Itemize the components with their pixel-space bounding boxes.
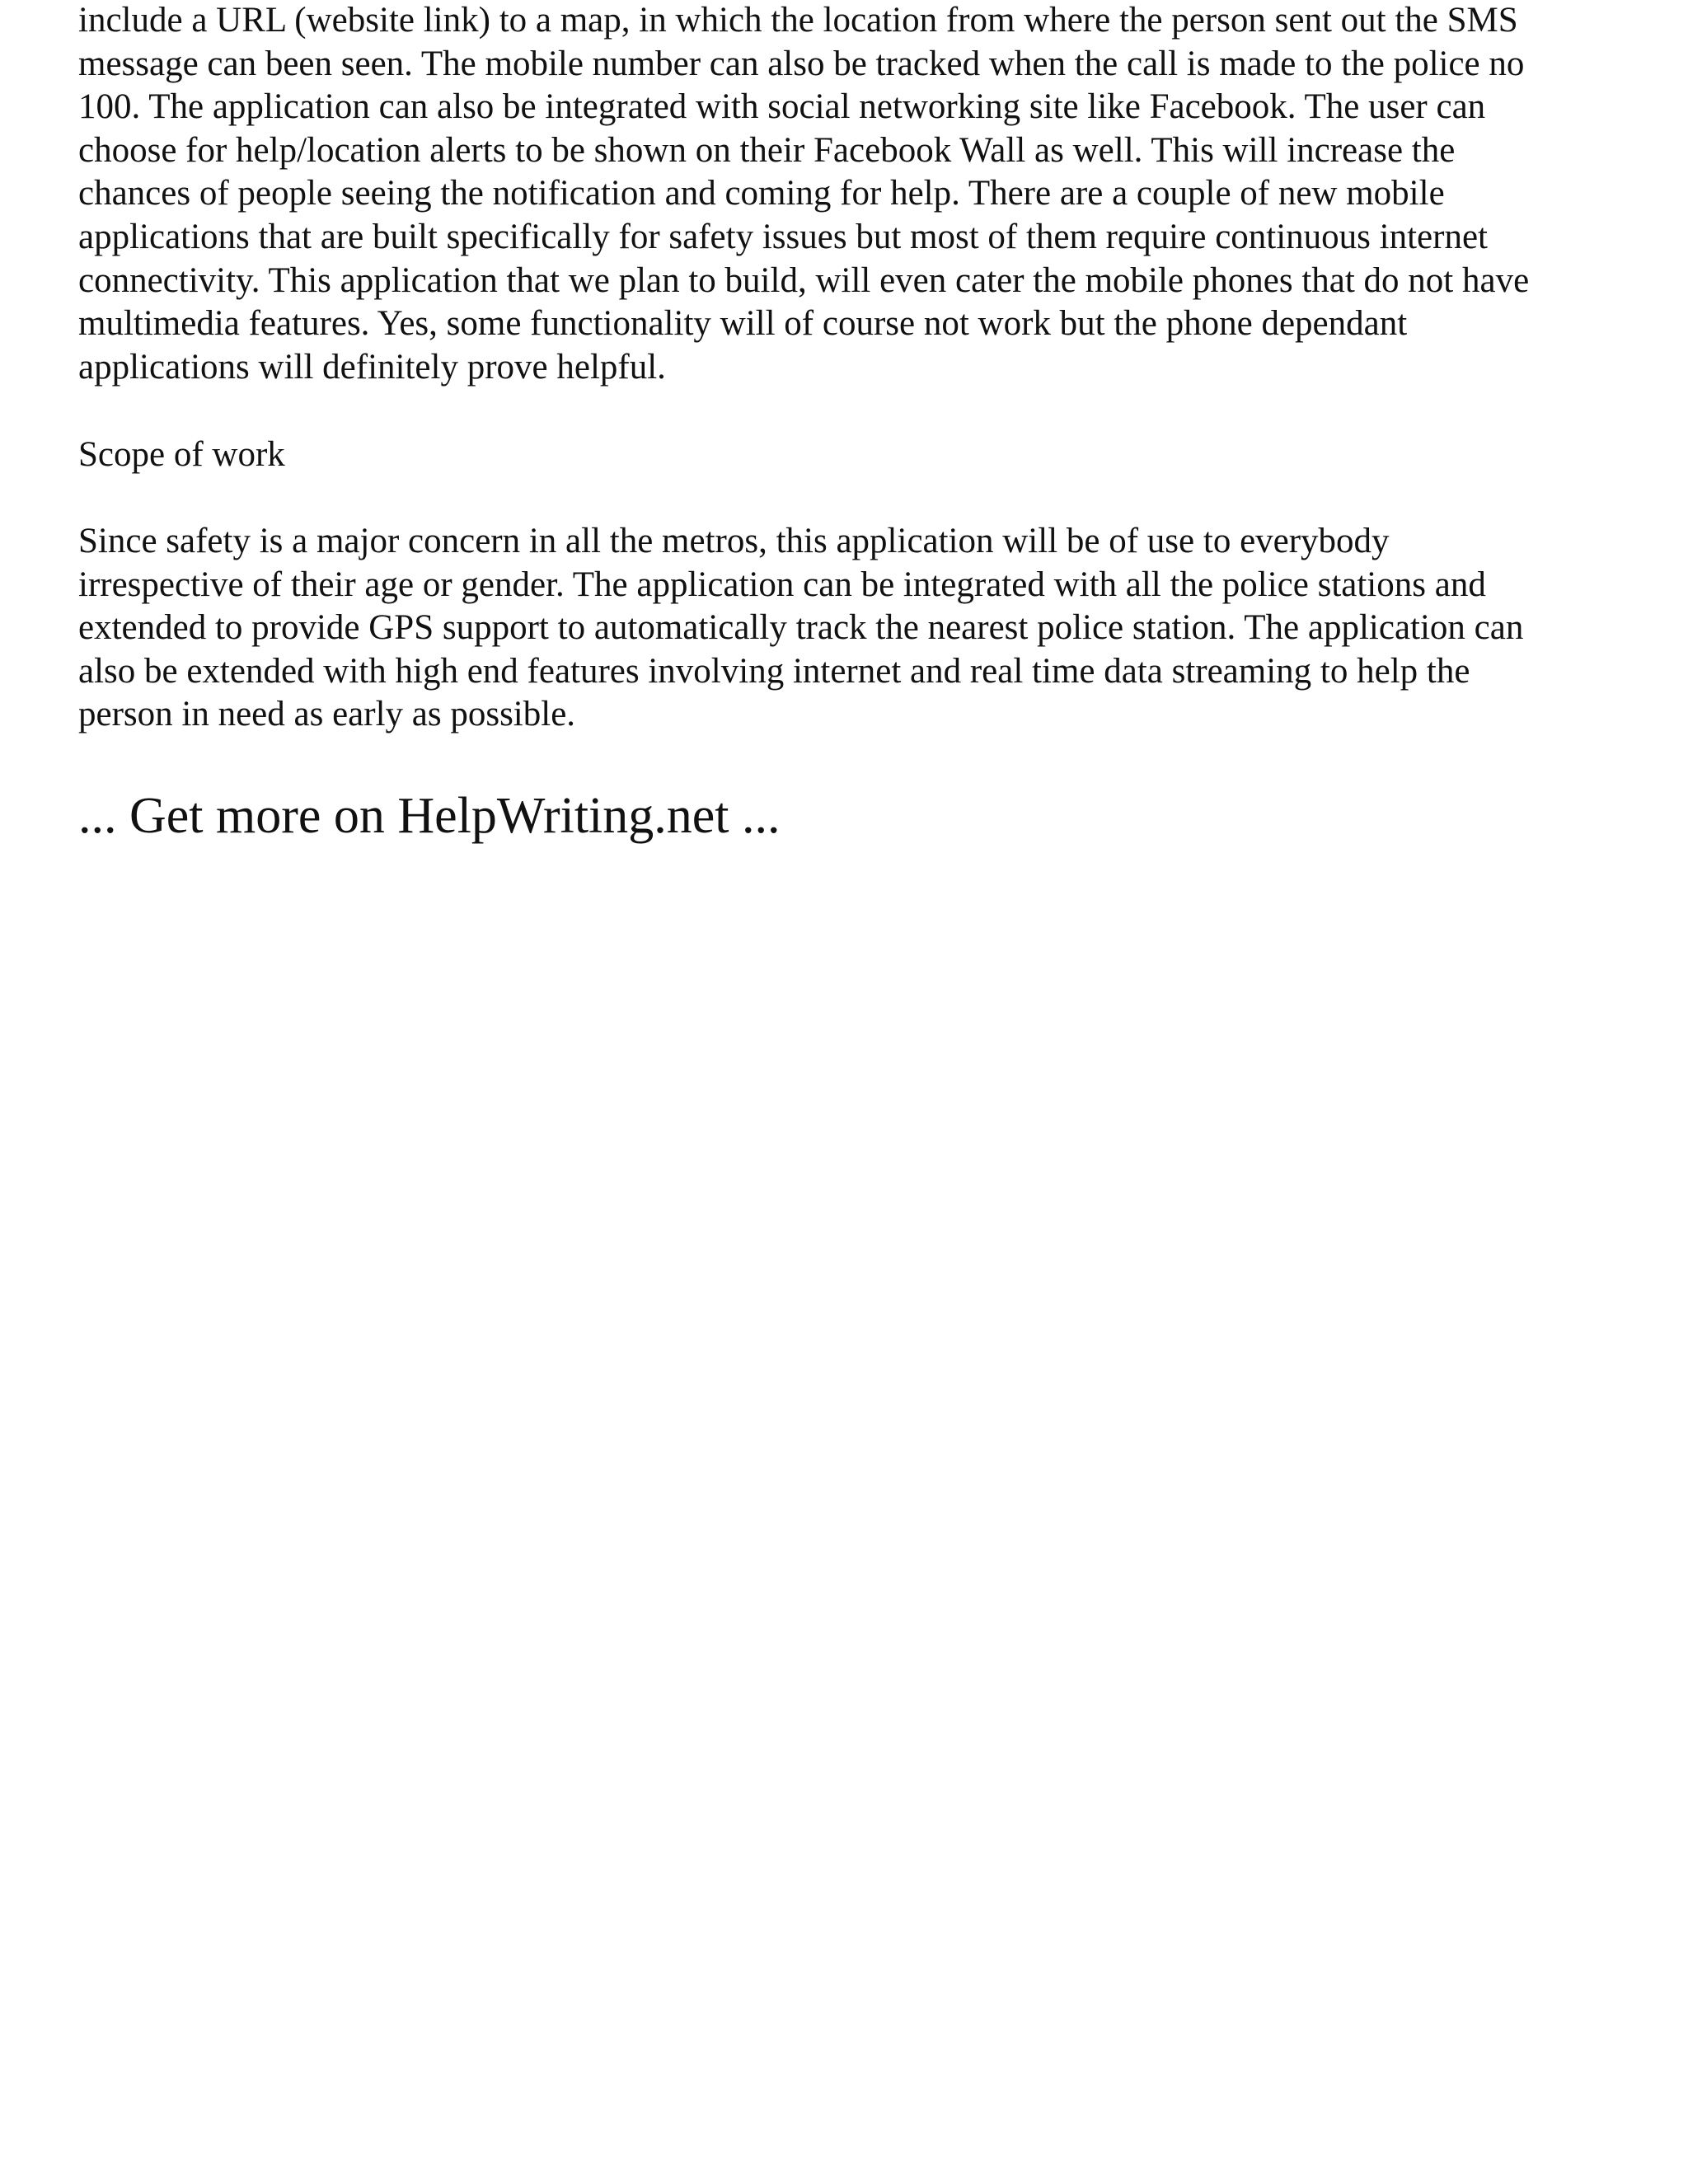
body-paragraph-intro <box>78 0 1529 389</box>
body-paragraph-scope <box>78 520 1523 737</box>
paragraph-line: irrespective of their age or gender. The application can be integrated with all the police stations and <box>78 565 1486 604</box>
paragraph-line: connectivity. This application that we plan to build, will even cater the mobile phones that do not have <box>78 260 1530 300</box>
paragraph-line: include a URL (website link) to a map, in which the location from where the person sent out the SMS <box>78 1 1518 40</box>
paragraph-line: chances of people seeing the notification and coming for help. There are a couple of new mobile <box>78 174 1445 213</box>
paragraph-line: person in need as early as possible. <box>78 695 576 734</box>
paragraph-line: applications that are built specifically for safety issues but most of them require continuous internet <box>78 217 1488 256</box>
paragraph-line: extended to provide GPS support to automatically track the nearest police station. The application can <box>78 608 1524 648</box>
paragraph-line: applications will definitely prove helpful. <box>78 347 666 387</box>
paragraph-line: multimedia features. Yes, some functionality will of course not work but the phone dependant <box>78 304 1408 344</box>
get-more-link[interactable]: ... Get more on HelpWriting.net ... <box>78 788 781 844</box>
paragraph-line: Since safety is a major concern in all the metros, this application will be of use to everybody <box>78 522 1390 560</box>
paragraph-line: choose for help/location alerts to be shown on their Facebook Wall as well. This will increase the <box>78 130 1456 170</box>
paragraph-line: message can been seen. The mobile number can also be tracked when the call is made to the police no <box>78 44 1525 83</box>
paragraph-line: 100. The application can also be integrated with social networking site like Facebook. The user can <box>78 87 1486 127</box>
section-heading-scope-of-work: Scope of work <box>78 435 285 474</box>
paragraph-line: also be extended with high end features involving internet and real time data streaming to help the <box>78 651 1470 691</box>
